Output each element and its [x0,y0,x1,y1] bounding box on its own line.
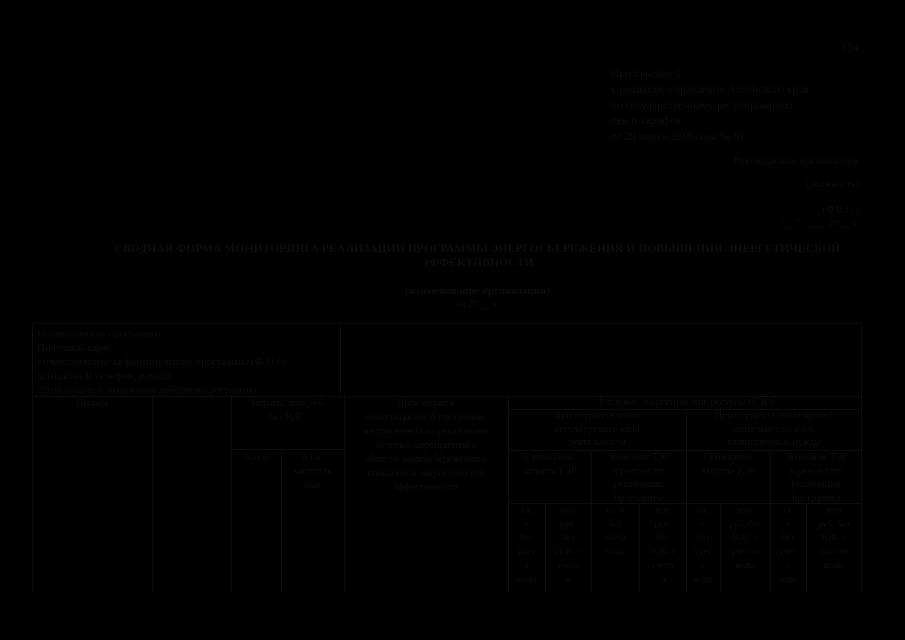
header-line: в т.ч. [302,452,323,463]
header-line: без [781,533,795,544]
header-line: а [785,560,791,571]
report-period: за 20__ г. [456,298,499,310]
header-line: При осуществлении [554,410,640,421]
header-line: воды [692,574,714,585]
header-line: руб. [654,519,671,530]
header-line: т. [700,519,706,530]
economy-header [591,451,686,505]
sum-costs-header [508,451,591,478]
header-line: затраты ТЭР [522,465,577,477]
header-line: учето [556,560,580,571]
header-line: повышения энергетической [367,468,485,479]
unit-rub-header [720,505,770,574]
header-line: воды [604,547,626,558]
header-line: регулируемого вида [554,423,640,435]
unit-rub-header [545,505,591,587]
header-line: млн [737,506,753,516]
sum-costs-header-other [686,451,770,478]
header-line: воды [516,574,537,585]
appendix-line: по государственному регулированию [611,99,793,112]
header-line: хозяйственные нужды [726,437,822,449]
header-line: воды [823,560,845,571]
title-line: ЭФФЕКТИВНОСТИ [421,257,534,269]
header-line: учето [651,560,674,571]
header-line: а [700,560,706,571]
info-row: контактный телефон, e-mail) [37,370,171,382]
header-line: целевых мероприятий в [375,440,477,451]
header-line: руб. без [818,519,850,530]
header-line: млн [826,506,842,516]
costs-capital-header [281,451,344,493]
header-line: реализации [791,479,841,490]
other-activity-header [686,409,862,450]
header-line: инвестиционной программе, [365,412,487,423]
header-line: направленной на реализацию [363,426,489,437]
header-line: Экономия ТЭР [606,452,671,463]
fuel-resources-header: Топливно-энергетические ресурсы (ТЭР) [597,397,773,408]
approval-head: Руководитель организации [733,155,859,167]
header-line: деятельности [568,437,626,449]
header-line: воды [777,574,799,585]
header-line: без [561,533,575,544]
header-line: т.у. [520,506,533,516]
header-line: учета [603,533,627,544]
header-line: НДС с [820,533,848,544]
header-line: без [520,533,533,544]
header-line: учетом [819,547,849,558]
header-line: Экономия ТЭР [784,452,848,463]
appendix-line: цен и тарифов [611,115,682,128]
approval-date: "__" ____ 20__ г. [780,217,859,229]
header-line: реализации [614,479,663,490]
appendix-line: Приложение 2 [611,68,682,80]
header-line: учетом [730,547,760,558]
period-header: Период [76,398,108,409]
document-title [40,242,905,270]
header-line: НДС с [731,533,759,544]
header-line: руб. без [729,519,761,530]
header-line: деятельности, в т.ч. [732,423,816,435]
header-line: без [656,533,669,544]
header-line: руб. [559,519,577,530]
header-line: учет [517,547,536,558]
unit-tut-header [686,505,720,587]
unit-tut-header [591,505,639,560]
header-line: т. [785,519,791,530]
approval-fio: (Ф.И.О.) [822,205,859,216]
header-line: т.у. [782,506,794,516]
info-row: Почтовый адрес [37,342,114,354]
header-line: Затраты, млн руб. [249,398,326,409]
page-number: 154 [841,40,859,54]
regulated-activity-header [508,409,686,450]
header-line: т.у. т. [604,506,626,516]
header-line: области энергосбережения и [365,454,487,465]
economy-header-other [770,451,862,505]
appendix-block [611,67,809,146]
header-line: эффективности [393,482,459,493]
header-line: м [659,574,666,585]
header-line: учет [694,547,712,558]
share-header [344,397,508,495]
header-line: капиталь [293,466,332,477]
header-line: без НДС [269,412,306,423]
header-line: в результате [612,465,665,477]
header-line: программы [791,492,841,504]
approval-position: (должность) [806,179,859,190]
header-line: Суммарные [703,452,753,463]
header-line: т.у. [697,506,709,516]
header-line: воды [734,560,756,571]
unit-rub-header [639,505,686,587]
header-line: в результате [790,465,842,477]
unit-tut-header [770,505,806,587]
info-row: Ответственный за формирование программы (Ф.И.О., [37,356,291,368]
header-line: учет [779,547,797,558]
appendix-line: к решению управления Алтайского края [611,83,809,96]
organization-label: (наименование организации) [405,285,550,297]
header-line: млн [560,506,576,516]
header-line: без [608,519,622,530]
title-line: СВОДНАЯ ФОРМА МОНИТОРИНГА РЕАЛИЗАЦИИ ПРОГРАММЫ ЭНЕРГОСБЕРЕЖЕНИЯ И ПОВЫШЕНИЯ ЭНЕРГЕТИЧЕСКОЙ [114,243,841,255]
unit-tut-header [508,505,545,587]
header-line: При осуществлении прочей [714,410,834,421]
header-line: НДС с [554,547,582,558]
header-line: Доля затрат в [397,398,455,409]
header-line: Суммарные [524,452,575,463]
costs-header [231,397,344,425]
header-line: млн [654,506,671,516]
header-line: ные [304,480,321,491]
header-line: без [696,533,710,544]
costs-total-header: всего [244,452,268,463]
info-row: Даты начала и окончания действия программы [37,384,257,396]
header-line: т. [523,519,530,530]
header-line: программы [614,492,663,504]
header-line: м [564,574,571,585]
info-row: Наименование программы [37,328,162,340]
header-line: затраты ТЭР [701,465,755,477]
header-line: а [524,560,529,571]
appendix-line: от 29 марта 2019 года № 51 [611,131,745,144]
header-line: НДС с [649,547,676,558]
unit-rub-header [806,505,862,574]
